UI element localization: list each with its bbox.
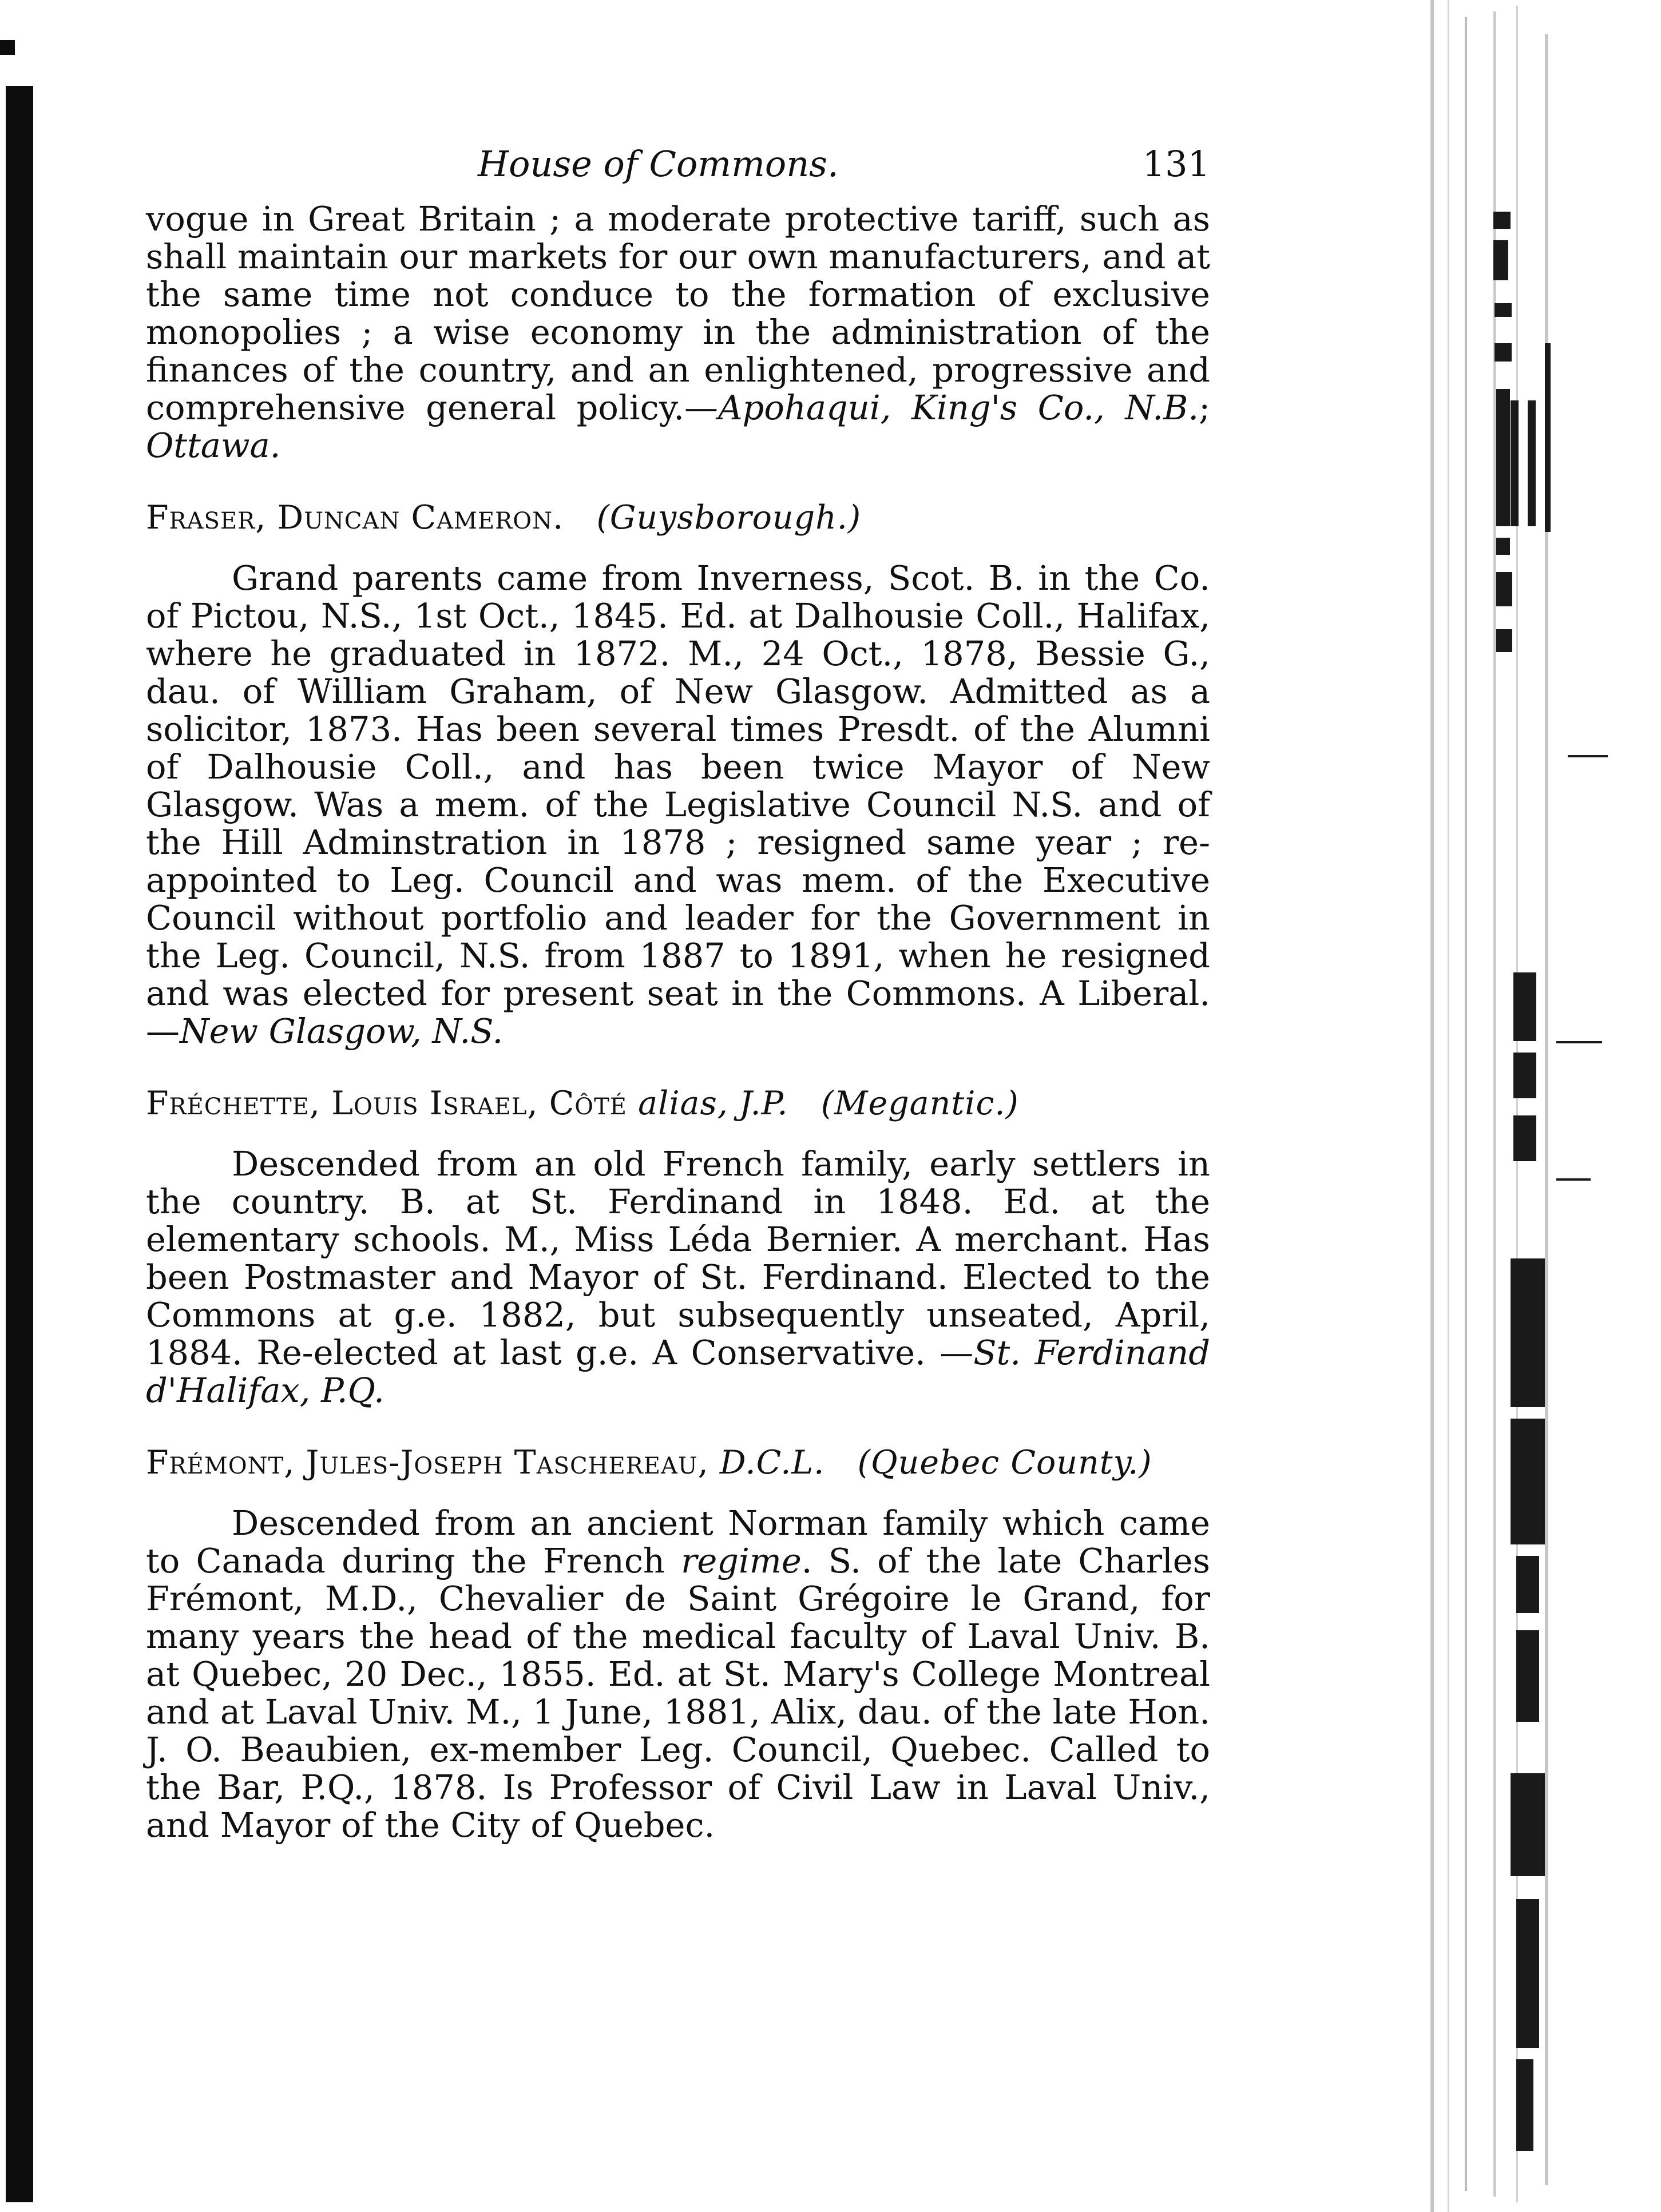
continuation-text: vogue in Great Britain ; a moderate protective tariff, such as shall maintain our markets for our own manufacturers, and at the same time not conduce to the formation of exclusive monopolies ; a wise economy in the administration of the finances of the country, and an enlightened, progressive and comprehensive general policy.— <box>146 199 1210 427</box>
entry-heading <box>146 1444 1210 1482</box>
entry-body-text: Grand parents came from Inverness, Scot. B. in the Co. of Pictou, N.S., 1st Oct., 1845. Ed. at Dalhousie Coll., Halifax, where he graduated in 1872. M., 24 Oct., 1878, Bessie G., dau. of William Graham, of New Glasgow. Admitted as a solicitor, 1873. Has been several times Presdt. of the Alumni of Dalhousie Coll., and has been twice Mayor of New Glasgow. Was a mem. of the Legislative Council N.S. and of the Hill Adminstration in 1878 ; resigned same year ; re-appointed to Leg. Council and was mem. of the Executive Council without portfolio and leader for the Government in the Leg. Council, N.S. from 1887 to 1891, when he resigned and was elected for present seat in the Commons. A Liberal.— <box>146 558 1210 1051</box>
entry-name-suffix: D.C.L. <box>719 1444 825 1482</box>
entry-body <box>146 1145 1210 1409</box>
continuation-places: Apohaqui, King's Co., N.B. <box>717 388 1199 427</box>
page-number: 131 <box>1142 143 1210 185</box>
running-head <box>146 137 1210 200</box>
entry-address: New Glasgow, N.S. <box>180 1011 504 1051</box>
scan-edge-noise <box>1373 0 1661 2212</box>
entry-body-text: Descended from an ancient Norman family which came to Canada during the French <box>146 1503 1210 1580</box>
entry-name: Fraser, Duncan Cameron. <box>146 499 564 537</box>
scan-margin-mark <box>0 40 15 55</box>
entry-constituency: (Quebec County.) <box>857 1444 1152 1482</box>
entry-body-text: Descended from an old French family, early settlers in the country. B. at St. Ferdinand in 1848. Ed. at the elementary schools. M., Miss Léda Bernier. A merchant. Has been Postmaster and Mayor of St. Ferdinand. Elected to the Commons at g.e. 1882, but subsequently unseated, April, 1884. Re-elected at last g.e. A Conservative. — <box>146 1144 1210 1372</box>
entry-name: Fréchette, Louis Israel, Côté <box>146 1085 627 1122</box>
entry-constituency: (Megantic.) <box>820 1085 1019 1122</box>
entry-heading <box>146 1085 1210 1122</box>
entry-name: Frémont, Jules-Joseph Taschereau, <box>146 1444 709 1482</box>
continuation-city: Ottawa. <box>146 426 281 465</box>
entry-body <box>146 559 1210 1050</box>
running-title: House of Commons. <box>478 143 839 185</box>
continuation-sep: ; <box>1199 388 1210 427</box>
continuation-paragraph <box>146 200 1210 464</box>
book-page <box>146 137 1210 1844</box>
entry-constituency: (Guysborough.) <box>596 499 862 537</box>
entry-name-suffix: alias, J.P. <box>638 1085 788 1122</box>
entry-body-text-cont: . S. of the late Charles Frémont, M.D., Chevalier de Saint Grégoire le Grand, for many years the head of the medical faculty of Laval Univ. B. at Quebec, 20 Dec., 1855. Ed. at St. Mary's College Montreal and at Laval Univ. M., 1 June, 1881, Alix, dau. of the late Hon. J. O. Beaubien, ex-member Leg. Council, Quebec. Called to the Bar, P.Q., 1878. Is Professor of Civil Law in Laval Univ., and Mayor of the City of Quebec. <box>146 1541 1210 1845</box>
entry-heading <box>146 499 1210 537</box>
entry-body-italic: regime <box>681 1541 802 1580</box>
entry-body <box>146 1504 1210 1844</box>
scan-binding-shadow <box>6 86 33 2202</box>
entry-address: St. Ferdinand d'Halifax, P.Q. <box>146 1333 1210 1410</box>
